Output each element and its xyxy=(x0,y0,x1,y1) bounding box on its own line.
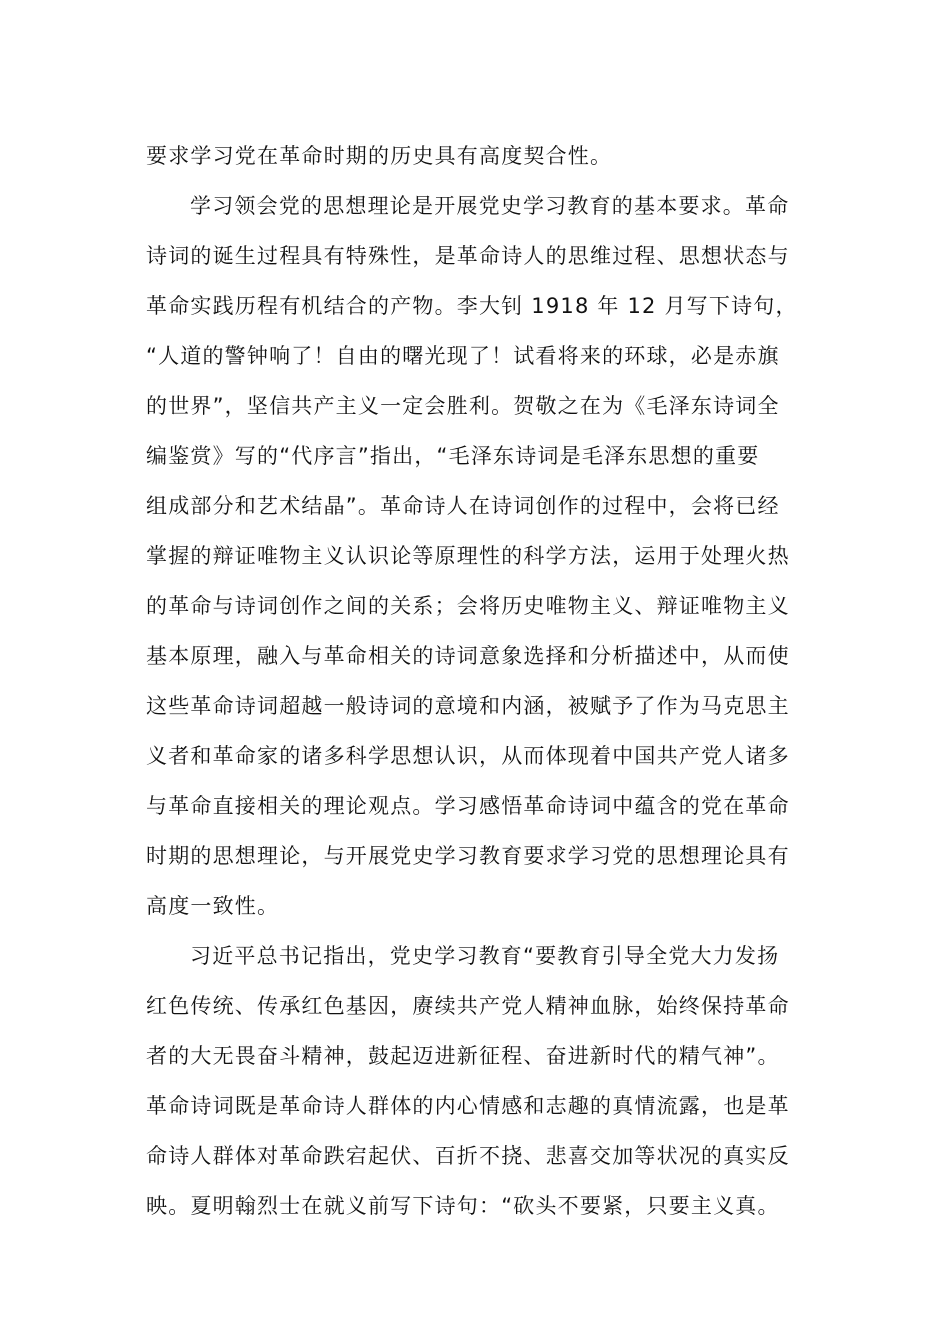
text-line: 编鉴赏》写的“代序言”指出，“毛泽东诗词是毛泽东思想的重要 xyxy=(146,444,760,468)
text-line: 者的大无畏奋斗精神，鼓起迈进新征程、奋进新时代的精气神”。 xyxy=(146,1044,780,1068)
text-line: 时期的思想理论，与开展党史学习教育要求学习党的思想理论具有 xyxy=(146,844,790,868)
text-line: 革命诗词既是革命诗人群体的内心情感和志趣的真情流露，也是革 xyxy=(146,1094,790,1118)
paragraph-first-line: 学习领会党的思想理论是开展党史学习教育的基本要求。革命 xyxy=(190,194,790,218)
document-body xyxy=(146,131,806,1231)
text-line: 诗词的诞生过程具有特殊性，是革命诗人的思维过程、思想状态与 xyxy=(146,244,790,268)
text-line: 义者和革命家的诸多科学思想认识，从而体现着中国共产党人诸多 xyxy=(146,744,790,768)
text-line: 的革命与诗词创作之间的关系；会将历史唯物主义、辩证唯物主义 xyxy=(146,594,790,618)
text-line: 命诗人群体对革命跌宕起伏、百折不挠、悲喜交加等状况的真实反 xyxy=(146,1144,790,1168)
text-line: 基本原理，融入与革命相关的诗词意象选择和分析描述中，从而使 xyxy=(146,644,790,668)
text-line: 的世界”，坚信共产主义一定会胜利。贺敬之在为《毛泽东诗词全 xyxy=(146,394,780,418)
text-line: 映。夏明翰烈士在就义前写下诗句：“砍头不要紧，只要主义真。 xyxy=(146,1194,780,1218)
paragraph-first-line: 习近平总书记指出，党史学习教育“要教育引导全党大力发扬 xyxy=(190,944,780,968)
text-line: 组成部分和艺术结晶”。革命诗人在诗词创作的过程中，会将已经 xyxy=(146,494,780,518)
text-line: 红色传统、传承红色基因，赓续共产党人精神血脉，始终保持革命 xyxy=(146,994,790,1018)
text-line: 与革命直接相关的理论观点。学习感悟革命诗词中蕴含的党在革命 xyxy=(146,794,790,818)
text-line: 要求学习党在革命时期的历史具有高度契合性。 xyxy=(146,144,613,168)
text-line: 掌握的辩证唯物主义认识论等原理性的科学方法，运用于处理火热 xyxy=(146,544,790,568)
text-line: 高度一致性。 xyxy=(146,894,280,918)
text-line: 革命实践历程有机结合的产物。李大钊 1918 年 12 月写下诗句， xyxy=(146,294,798,318)
text-line: “人道的警钟响了！自由的曙光现了！试看将来的环球，必是赤旗 xyxy=(146,344,780,368)
text-line: 这些革命诗词超越一般诗词的意境和内涵，被赋予了作为马克思主 xyxy=(146,694,790,718)
